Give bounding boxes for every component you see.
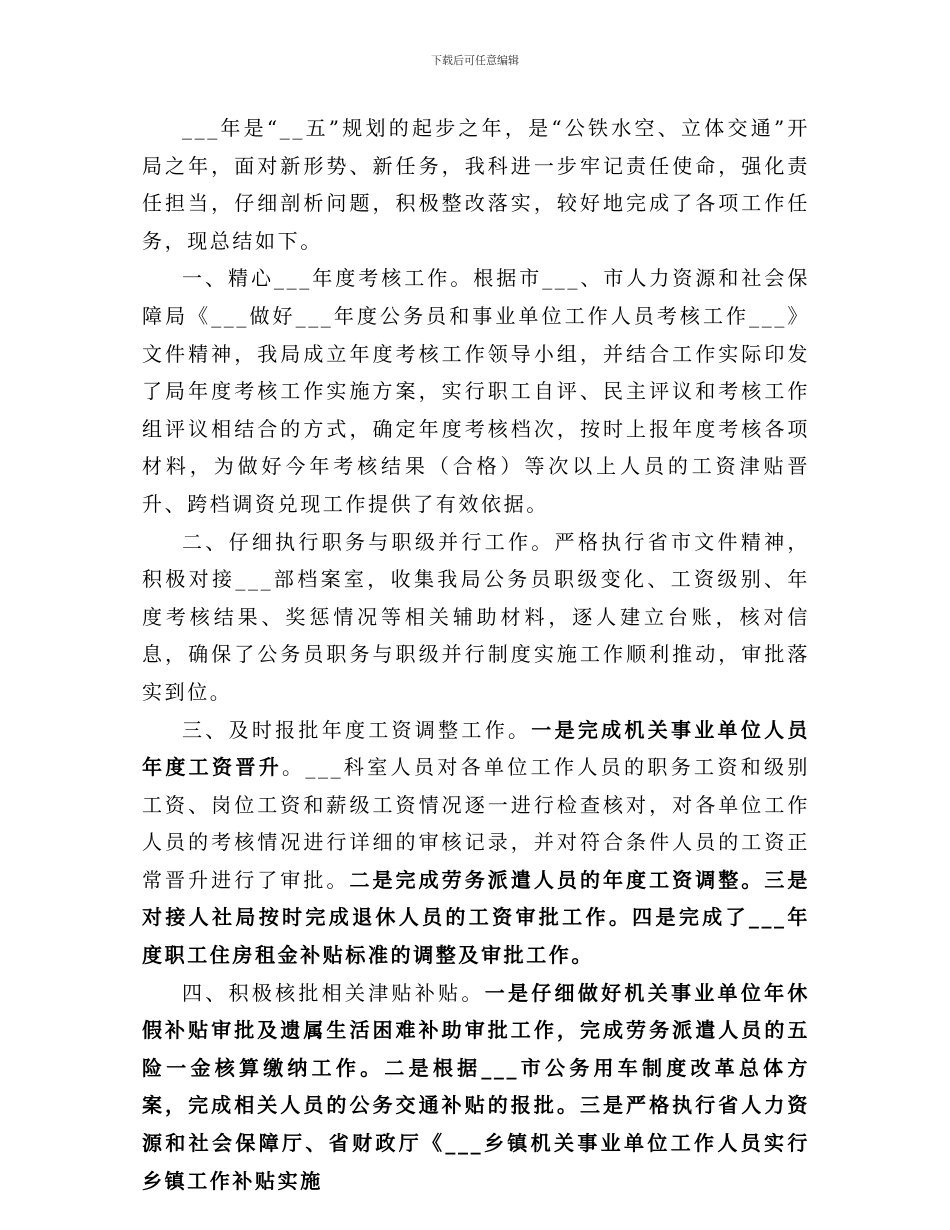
paragraph-text: 。___科室人员对各单位工作人员的职务工资和级别工资、岗位工资和薪级工资情况逐一进行检查核对，对各单位工作人员的考核情况进行详细的审核记录，并对符合条件人员的工资正常晋升进行了审批。 — [142, 755, 810, 892]
paragraph-text: 二、仔细执行职务与职级并行工作。严格执行省市文件精神，积极对接___部档案室，收集我局公务员职级变化、工资级别、年度考核结果、奖惩情况等相关辅助材料，逐人建立台账，核对信息，确保了公务员职务与职级并行制度实施工作顺利推动，审批落实到位。 — [142, 529, 810, 704]
paragraph-text: ___年是“__五”规划的起步之年，是“公铁水空、立体交通”开局之年，面对新形势、新任务，我科进一步牢记责任使命，强化责任担当，仔细剖析问题，积极整改落实，较好地完成了各项工作任务，现总结如下。 — [142, 116, 810, 253]
download-note: 下载后可任意编辑 — [431, 54, 519, 67]
paragraph-bold-text: 一是完成机关事业单位人员年度工资晋升 — [142, 717, 811, 780]
paragraph-bold-text: 一是仔细做好机关事业单位年休假补贴审批及遗属生活困难补助审批工作，完成劳务派遣人员的五险一金核算缴纳工作。二是根据___市公务用车制度改革总体方案，完成相关人员的公务交通补贴的报批。三是严格执行省人力资源和社会保障厅、省财政厅《___乡镇机关事业单位工作人员实行乡镇工作补贴实施 — [142, 980, 810, 1193]
paragraph-text: 一、精心___年度考核工作。根据市___、市人力资源和社会保障局《___做好___年度公务员和事业单位工作人员考核工作___》文件精神，我局成立年度考核工作领导小组，并结合工作实际印发了局年度考核工作实施方案，实行职工自评、民主评议和考核工作组评议相结合的方式，确定年度考核档次，按时上报年度考核各项材料，为做好今年考核结果（合格）等次以上人员的工资津贴晋升、跨档调资兑现工作提供了有效依据。 — [142, 266, 810, 516]
paragraph-text: 四、积极核批相关津贴补贴。 — [182, 980, 485, 1005]
document-body — [142, 110, 810, 1200]
paragraph-intro — [142, 110, 810, 260]
paragraph-text: 三、及时报批年度工资调整工作。 — [182, 717, 532, 742]
paragraph-section-4 — [142, 975, 810, 1201]
paragraph-section-3 — [142, 712, 810, 975]
paragraph-section-2 — [142, 524, 810, 712]
paragraph-section-1 — [142, 260, 810, 523]
paragraph-bold-text: 二是完成劳务派遣人员的年度工资调整。三是对接人社局按时完成退休人员的工资审批工作。四是完成了___年度职工住房租金补贴标准的调整及审批工作。 — [142, 867, 810, 968]
